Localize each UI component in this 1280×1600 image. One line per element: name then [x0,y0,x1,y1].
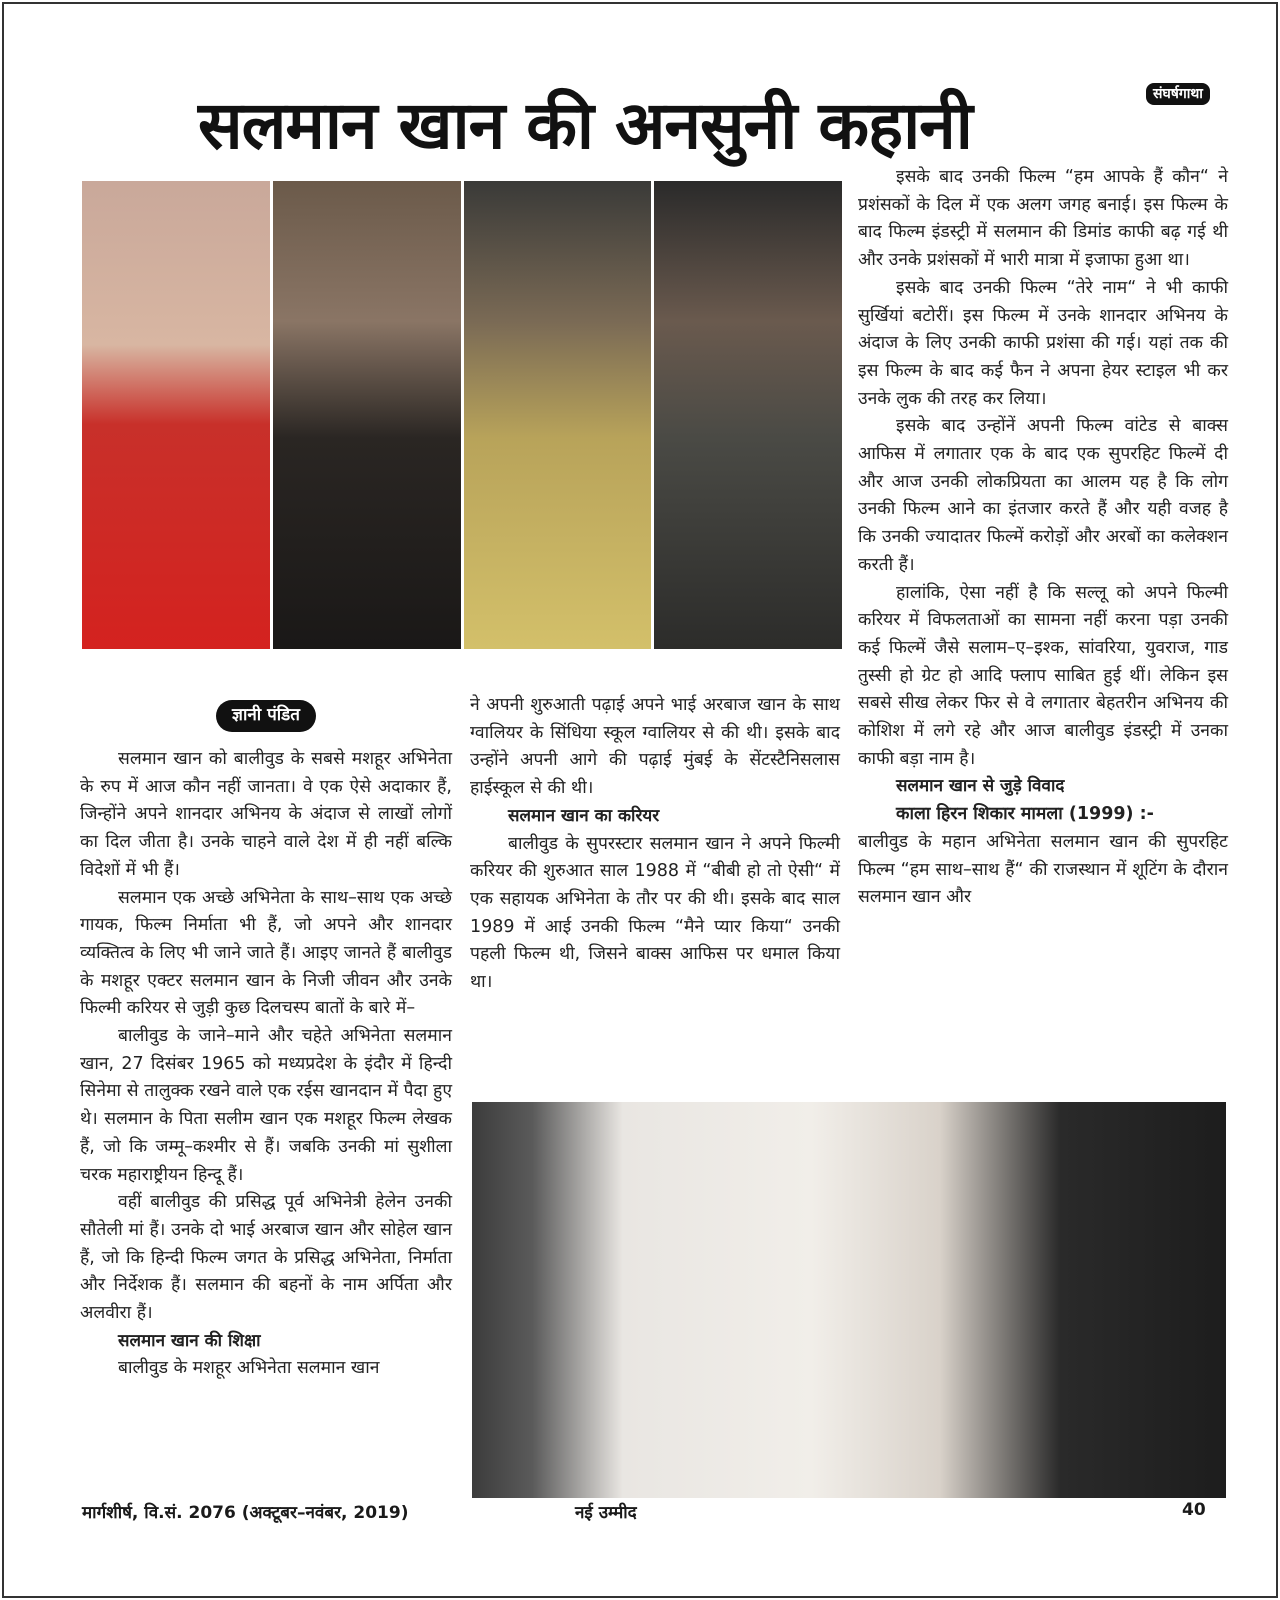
paragraph: बालीवुड के महान अभिनेता सलमान खान की सुपरहिट फिल्म “हम साथ–साथ हैं“ की राजस्थान में शूटिंग के दौरान सलमान खान और [858,831,1228,908]
paragraph: वहीं बालीवुड की प्रसिद्ध पूर्व अभिनेत्री हेलेन उनकी सौतेली मां हैं। उनके दो भाई अरबाज खान और सोहेल खान हैं, जो कि हिन्दी फिल्म जगत के प्रसिद्ध अभिनेता, निर्माता और निर्देशक हैं। सलमान की बहनों के नाम अर्पिता और अलवीरा हैं। [80,1192,452,1324]
left-column [80,700,452,1383]
career-heading: सलमान खान का करियर [508,805,660,826]
paragraph: ने अपनी शुरुआती पढ़ाई अपने भाई अरबाज खान के साथ ग्वालियर के सिंधिया स्कूल ग्वालियर से की थी। इसके बाद उन्होंने अपनी आगे की पढ़ाई मुंबई के सेंटस्टैनिसलास हाईस्कूल से की थी। [470,695,840,799]
photo-4 [654,181,842,649]
headline: सलमान खान की अनसुनी कहानी [198,87,972,164]
photo-3 [464,181,655,649]
footer-date: मार्गशीर्ष, वि.सं. 2076 (अक्टूबर–नवंबर, 2019) [82,1503,409,1523]
footer-magazine-name: नई उम्मीद [575,1503,637,1523]
right-column [858,164,1228,912]
controversy-heading: सलमान खान से जुड़े विवाद [896,776,1065,797]
education-heading: सलमान खान की शिक्षा [118,1330,261,1351]
photo-strip [82,181,842,649]
paragraph: बालीवुड के जाने–माने और चहेते अभिनेता सलमान खान, 27 दिसंबर 1965 को मध्यप्रदेश के इंदौर में हिन्दी सिनेमा से तालुक्क रखने वाले एक रईस खानदान में पैदा हुए थे। सलमान के पिता सलीम खान एक मशहूर फिल्म लेखक हैं, जो कि जम्मू–कश्मीर से हैं। जबकि उनकी मां सुशीला चरक महाराष्ट्रीयन हिन्दू हैं। [80,1026,452,1185]
photo-1 [82,181,273,649]
bottom-photo [472,1102,1226,1498]
paragraph: इसके बाद उन्होंनें अपनी फिल्म वांटेड से बाक्स आफिस में लगातार एक के बाद एक सुपरहिट फिल्में दी और आज उनकी लोकप्रियता का आलम यह है कि लोग उनकी फिल्म आने का इंतजार करते हैं और यही वजह है कि उनकी ज्यादातर फिल्में करोड़ों और अरबों का कलेक्शन करती हैं। [858,416,1228,575]
case-heading: काला हिरन शिकार मामला (1999) :- [896,804,1154,825]
author-badge: ज्ञानी पंडित [216,700,316,732]
photo-2 [273,181,464,649]
paragraph: बालीवुड के सुपरस्टार सलमान खान ने अपने फिल्मी करियर की शुरुआत साल 1988 में “बीबी हो तो ऐसी“ में एक सहायक अभिनेता के तौर पर की थी। इसके बाद साल 1989 में आई उनकी फिल्म “मैने प्यार किया“ उनकी पहली फिल्म थी, जिसने बाक्स आफिस पर धमाल किया था। [470,833,840,993]
paragraph: हालांकि, ऐसा नहीं है कि सल्लू को अपने फिल्मी करियर में विफलताओं का सामना नहीं करना पड़ा उनकी कई फिल्में जैसे सलाम–ए–इश्क, सांवरिया, युवराज, गाड तुस्सी हो ग्रेट हो आदि फ्लाप साबित हुई थीं। लेकिन इस सबसे सीख लेकर फिर से वे लगातार बेहतरीन अभिनय की कोशिश में लगे रहे और आज बालीवुड इंडस्ट्री में उनका काफी बड़ा नाम है। [858,582,1228,769]
paragraph: इसके बाद उनकी फिल्म “हम आपके हैं कौन“ ने प्रशंसकों के दिल में एक अलग जगह बनाई। इस फिल्म के बाद फिल्म इंडस्ट्री में सलमान की डिमांड काफी बढ़ गई थी और उनके प्रशंसकों में भारी मात्रा में इजाफा हुआ था। [858,167,1228,271]
author-byline [80,700,452,732]
middle-column [470,692,840,997]
paragraph: सलमान एक अच्छे अभिनेता के साथ–साथ एक अच्छे गायक, फिल्म निर्माता भी हैं, जो अपने और शानदार व्यक्तित्व के लिए भी जाने जाते हैं। आइए जानते हैं बालीवुड के मशहूर एक्टर सलमान खान के निजी जीवन और उनके फिल्मी करियर से जुड़ी कुछ दिलचस्प बातों के बारे में– [80,887,452,1019]
paragraph: इसके बाद उनकी फिल्म “तेरे नाम“ ने भी काफी सुर्खियां बटोरीं। इस फिल्म में उनके शानदार अभिनय के अंदाज के लिए उनकी काफी प्रशंसा की गई। यहां तक की इस फिल्म के बाद कई फैन ने अपना हेयर स्टाइल भी कर उनके लुक की तरह कर लिया। [858,277,1228,409]
section-badge: संघर्षगाथा [1146,83,1210,105]
paragraph: बालीवुड के मशहूर अभिनेता सलमान खान [118,1358,380,1379]
footer-page-number: 40 [1182,1500,1206,1520]
paragraph: सलमान खान को बालीवुड के सबसे मशहूर अभिनेता के रुप में आज कौन नहीं जानता। वे एक ऐसे अदाकार हैं, जिन्होंने अपने शानदार अभिनय के अंदाज से लाखों लोगों का दिल जीता है। उनके चाहने वाले देश में ही नहीं बल्कि विदेशों में भी हैं। [80,749,452,880]
